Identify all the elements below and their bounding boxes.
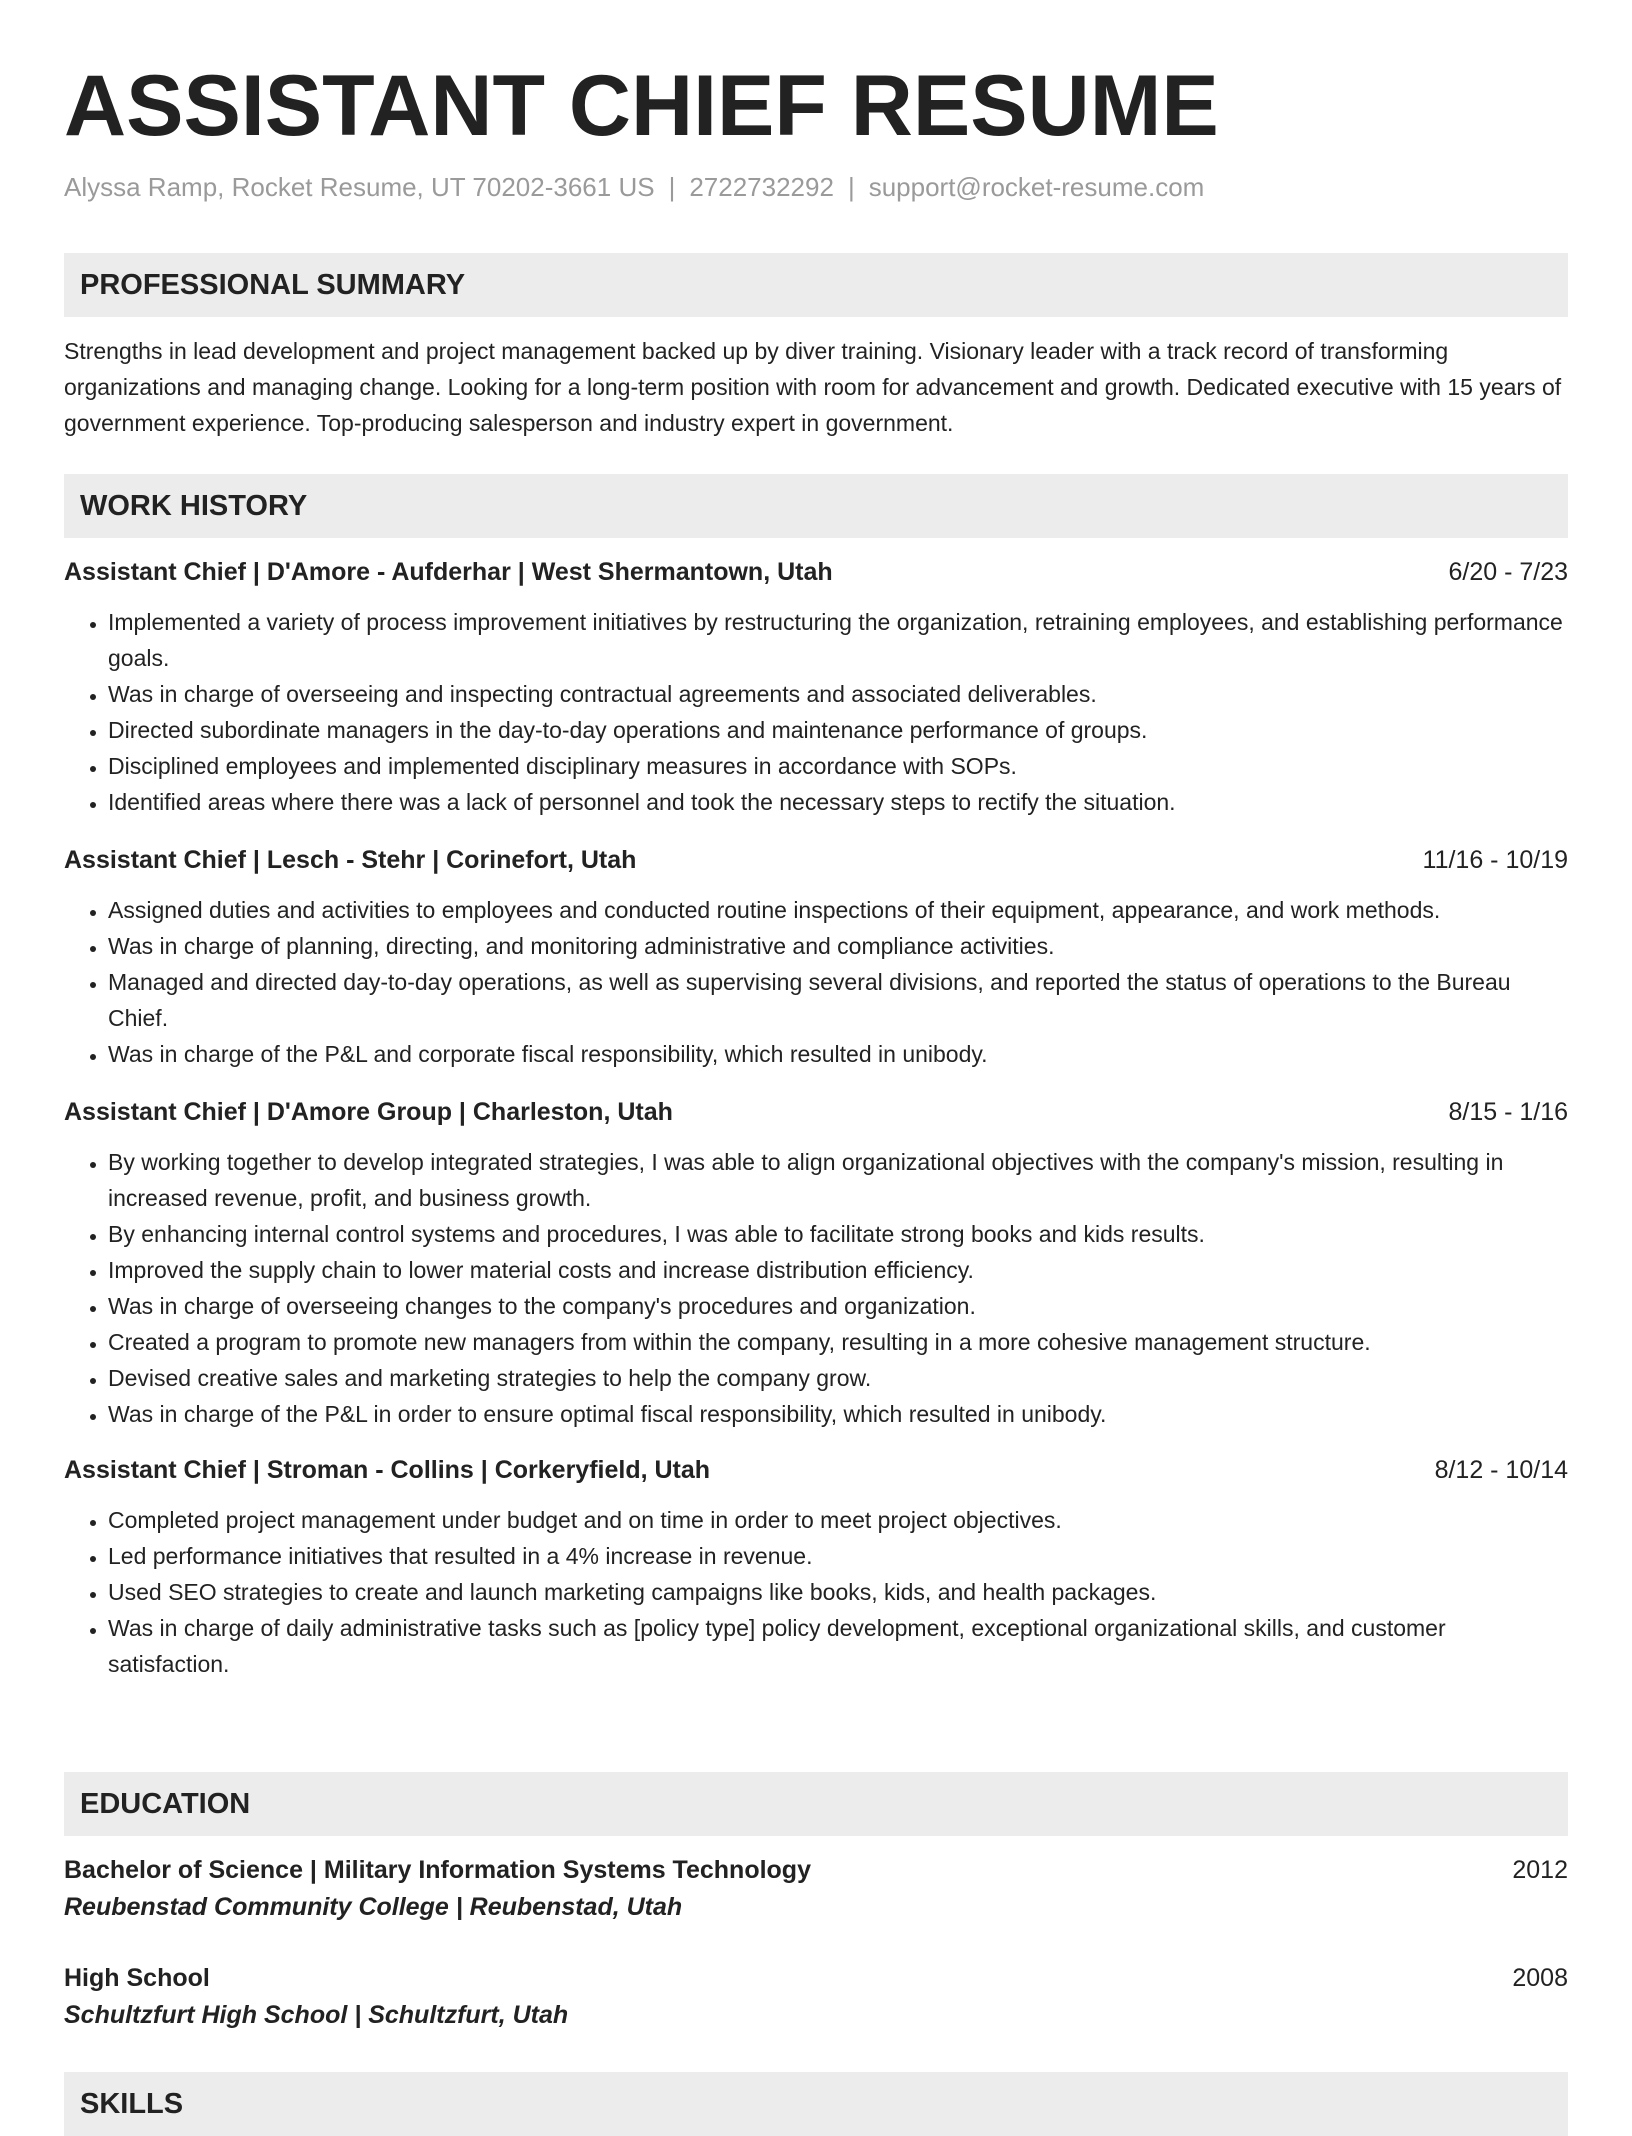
contact-address: Alyssa Ramp, Rocket Resume, UT 70202-3661 US [64, 172, 655, 202]
job-dates: 6/20 - 7/23 [1448, 558, 1568, 586]
page-title: ASSISTANT CHIEF RESUME [64, 58, 1219, 154]
job-bullet: • Was in charge of overseeing and inspecting contractual agreements and associated deliverables. [108, 676, 1568, 712]
contact-phone: 2722732292 [689, 172, 834, 202]
job-entry [64, 1094, 1568, 1432]
job-bullets [64, 892, 1568, 1072]
job-bullet: • Led performance initiatives that resulted in a 4% increase in revenue. [108, 1538, 1568, 1574]
job-entry [64, 554, 1568, 820]
job-bullet: • Identified areas where there was a lack of personnel and took the necessary steps to rectify the situation. [108, 784, 1568, 820]
education-header [64, 1852, 1568, 1888]
job-bullets [64, 1502, 1568, 1682]
job-bullets [64, 1144, 1568, 1432]
job-bullet: • Was in charge of planning, directing, and monitoring administrative and compliance activities. [108, 928, 1568, 964]
education-year: 2012 [1512, 1856, 1568, 1884]
skills-section [64, 2072, 1568, 2136]
job-dates: 8/15 - 1/16 [1448, 1098, 1568, 1126]
summary-text: Strengths in lead development and project management backed up by diver training. Visionary leader with a track record of transforming organizations and managing change. Looking for a long-term position with room for advancement and growth. Dedicated executive with 15 years of government experience. Top-producing salesperson and industry expert in government. [64, 338, 1562, 436]
job-bullet: • Devised creative sales and marketing strategies to help the company grow. [108, 1360, 1568, 1396]
job-bullet: • Assigned duties and activities to employees and conducted routine inspections of their equipment, appearance, and work methods. [108, 892, 1568, 928]
professional-summary-section [64, 253, 1568, 441]
job-bullet: • Was in charge of the P&L and corporate fiscal responsibility, which resulted in unibody. [108, 1036, 1568, 1072]
job-bullets [64, 604, 1568, 820]
job-header [64, 1452, 1568, 1488]
section-heading-education: EDUCATION [64, 1772, 1568, 1836]
job-bullet: • Was in charge of daily administrative tasks such as [policy type] policy development, exceptional organizational skills, and customer satisfaction. [108, 1610, 1568, 1682]
resume-page [64, 0, 1568, 2120]
job-bullet: • By enhancing internal control systems and procedures, I was able to facilitate strong books and kids results. [108, 1216, 1568, 1252]
job-header [64, 554, 1568, 590]
job-bullet: • By working together to develop integrated strategies, I was able to align organizational objectives with the company's mission, resulting in increased revenue, profit, and business growth. [108, 1144, 1568, 1216]
education-section [64, 1772, 1568, 2034]
education-entry [64, 1960, 1568, 2034]
work-history-section [64, 474, 1568, 1682]
education-header [64, 1960, 1568, 1996]
job-bullet: • Implemented a variety of process improvement initiatives by restructuring the organization, retraining employees, and establishing performance goals. [108, 604, 1568, 676]
section-heading-skills: SKILLS [64, 2072, 1568, 2136]
job-dates: 11/16 - 10/19 [1422, 846, 1568, 874]
contact-separator: | [668, 172, 676, 202]
job-header [64, 842, 1568, 878]
job-entry [64, 842, 1568, 1072]
contact-line [64, 170, 1568, 204]
job-title: Assistant Chief | Lesch - Stehr | Corinefort, Utah [64, 846, 637, 874]
education-school: Schultzfurt High School | Schultzfurt, Utah [64, 2001, 569, 2029]
job-bullet: • Improved the supply chain to lower material costs and increase distribution efficiency. [108, 1252, 1568, 1288]
job-bullet: • Directed subordinate managers in the day-to-day operations and maintenance performance of groups. [108, 712, 1568, 748]
education-entry [64, 1852, 1568, 1926]
job-entry [64, 1452, 1568, 1682]
job-bullet: • Disciplined employees and implemented disciplinary measures in accordance with SOPs. [108, 748, 1568, 784]
job-title: Assistant Chief | D'Amore - Aufderhar | West Shermantown, Utah [64, 558, 833, 586]
section-heading-summary: PROFESSIONAL SUMMARY [64, 253, 1568, 317]
education-year: 2008 [1512, 1964, 1568, 1992]
education-degree: High School [64, 1964, 210, 1992]
job-title: Assistant Chief | D'Amore Group | Charleston, Utah [64, 1098, 673, 1126]
section-heading-work: WORK HISTORY [64, 474, 1568, 538]
job-dates: 8/12 - 10/14 [1434, 1456, 1568, 1484]
job-bullet: • Created a program to promote new managers from within the company, resulting in a more cohesive management structure. [108, 1324, 1568, 1360]
job-bullet: • Used SEO strategies to create and launch marketing campaigns like books, kids, and health packages. [108, 1574, 1568, 1610]
education-degree: Bachelor of Science | Military Information Systems Technology [64, 1856, 811, 1884]
job-header [64, 1094, 1568, 1130]
education-school: Reubenstad Community College | Reubenstad, Utah [64, 1893, 683, 1921]
job-bullet: • Managed and directed day-to-day operations, as well as supervising several divisions, and reported the status of operations to the Bureau Chief. [108, 964, 1568, 1036]
contact-separator: | [847, 172, 855, 202]
job-bullet: • Was in charge of the P&L in order to ensure optimal fiscal responsibility, which resulted in unibody. [108, 1396, 1568, 1432]
job-bullet: • Was in charge of overseeing changes to the company's procedures and organization. [108, 1288, 1568, 1324]
job-bullet: • Completed project management under budget and on time in order to meet project objectives. [108, 1502, 1568, 1538]
contact-email: support@rocket-resume.com [868, 172, 1205, 202]
job-title: Assistant Chief | Stroman - Collins | Corkeryfield, Utah [64, 1456, 711, 1484]
